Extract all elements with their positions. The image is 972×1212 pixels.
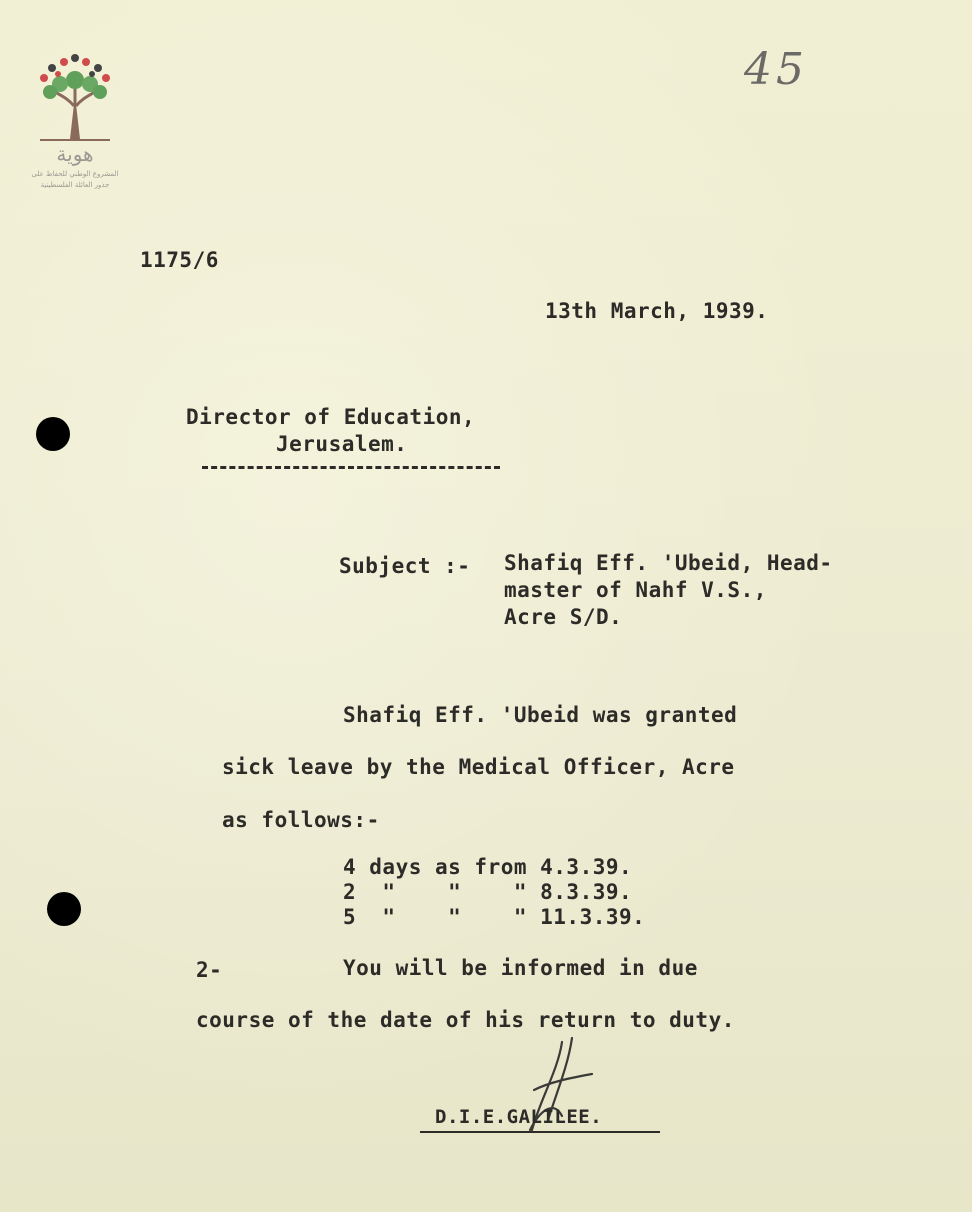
tree-logo-icon (30, 44, 120, 144)
leave-line: 5 " " " 11.3.39. (343, 905, 646, 929)
addressee-line: Jerusalem. (276, 432, 408, 456)
body-text: You will be informed in due (343, 956, 698, 980)
paragraph-number: 2- (196, 958, 223, 982)
logo (30, 44, 120, 204)
addressee-divider (202, 466, 500, 469)
leave-line: 4 days as from 4.3.39. (343, 855, 633, 879)
signature-block: D.I.E.GALILEE. (435, 1106, 603, 1128)
body-text: Shafiq Eff. 'Ubeid was granted (343, 703, 738, 727)
punch-hole (36, 417, 70, 451)
logo-tagline: المشروع الوطني للحفاظ على (31, 170, 119, 178)
logo-name: هوية (56, 142, 94, 166)
body-text: sick leave by the Medical Officer, Acre (222, 755, 735, 779)
addressee-line: Director of Education, (186, 405, 476, 429)
punch-hole (47, 892, 81, 926)
leave-line: 2 " " " 8.3.39. (343, 880, 633, 904)
subject-line: master of Nahf V.S., (504, 578, 767, 602)
subject-label: Subject :- (339, 554, 471, 578)
signature-underline (420, 1131, 660, 1133)
body-text: course of the date of his return to duty. (196, 1008, 735, 1032)
letter-date: 13th March, 1939. (545, 299, 769, 323)
page-number: 45 (744, 44, 808, 95)
logo-tagline: جذور العائلة الفلسطينية (40, 181, 110, 189)
reference-number: 1175/6 (140, 248, 219, 272)
subject-line: Acre S/D. (504, 605, 623, 629)
subject-line: Shafiq Eff. 'Ubeid, Head- (504, 551, 833, 575)
body-text: as follows:- (222, 808, 380, 832)
